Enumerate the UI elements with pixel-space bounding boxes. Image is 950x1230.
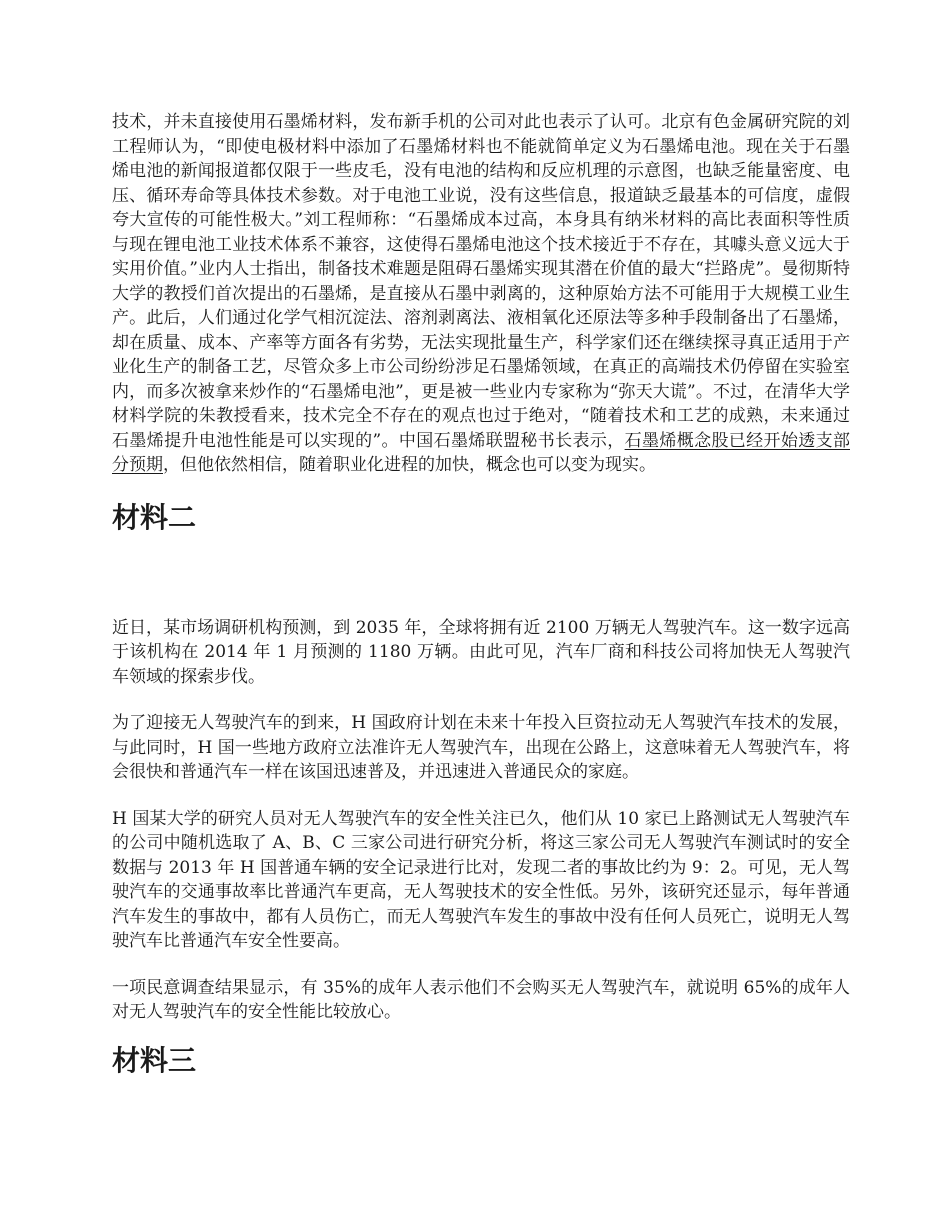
government-investment-paragraph: 为了迎接无人驾驶汽车的到来，H 国政府计划在未来十年投入巨资拉动无人驾驶汽车技术的发展，与此同时，H 国一些地方政府立法准许无人驾驶汽车，出现在公路上，这意味着无人驾驶汽车，将会很快和普通汽车一样在该国迅速普及，并迅速进入普通民众的家庭。 xyxy=(112,713,850,782)
section-heading-material-three: 材料三 xyxy=(112,1043,197,1077)
graphene-paragraph xyxy=(112,110,850,478)
graphene-paragraph-ending: ，但他依然相信，随着职业化进程的加快，概念也可以变为现实。 xyxy=(163,455,656,475)
document-page xyxy=(112,110,850,1081)
graphene-paragraph-text: 技术，并未直接使用石墨烯材料，发布新手机的公司对此也表示了认可。北京有色金属研究院的刘工程师认为，“即使电极材料中添加了石墨烯材料也不能就简单定义为石墨烯电池。现在关于石墨烯电池的新闻报道都仅限于一些皮毛，没有电池的结构和反应机理的示意图，也缺乏能量密度、电压、循环寿命等具体技术参数。对于电池工业说，没有这些信息，报道缺乏最基本的可信度，虚假夸大宣传的可能性极大。”刘工程师称：“石墨烯成本过高，本身具有纳米材料的高比表面积等性质与现在锂电池工业技术体系不兼容，这使得石墨烯电池这个技术接近于不存在，其噱头意义远大于实用价值。”业内人士指出，制备技术难题是阻碍石墨烯实现其潜在价值的最大“拦路虎”。曼彻斯特大学的教授们首次提出的石墨烯，是直接从石墨中剥离的，这种原始方法不可能用于大规模工业生产。此后，人们通过化学气相沉淀法、溶剂剥离法、液相氧化还原法等多种手段制备出了石墨烯，却在质量、成本、产率等方面各有劣势，无法实现批量生产，科学家们还在继续探寻真正适用于产业化生产的制备工艺，尽管众多上市公司纷纷涉足石墨烯领域，在真正的高端技术仍停留在实验室内，而多次被拿来炒作的“石墨烯电池”，更是被一些业内专家称为“弥天大谎”。不过，在清华大学材料学院的朱教授看来，技术完全不存在的观点也过于绝对，“随着技术和工艺的成熟，未来通过石墨烯提升电池性能是可以实现的”。中国石墨烯联盟秘书长表示， xyxy=(112,112,850,451)
driverless-forecast-paragraph: 近日，某市场调研机构预测，到 2035 年，全球将拥有近 2100 万辆无人驾驶汽车。这一数字远高于该机构在 2014 年 1 月预测的 1180 万辆。由此可见，汽车厂商和科技公司将加快无人驾驶汽车领域的探索步伐。 xyxy=(112,617,850,687)
underlined-phrase: 石墨烯概念股已经开始透支部分预期 xyxy=(112,430,850,475)
public-survey-paragraph: 一项民意调查结果显示，有 35%的成年人表示他们不会购买无人驾驶汽车，就说明 65%的成年人对无人驾驶汽车的安全性能比较放心。 xyxy=(112,977,850,1022)
section-heading-material-two: 材料二 xyxy=(112,500,197,534)
safety-research-paragraph: H 国某大学的研究人员对无人驾驶汽车的安全性关注已久，他们从 10 家已上路测试无人驾驶汽车的公司中随机选取了 A、B、C 三家公司进行研究分析，将这三家公司无人驾驶汽车测试时的安全数据与 2013 年 H 国普通车辆的安全记录进行比对，发现二者的事故比约为 9：2。可见，无人驾驶汽车的交通事故率比普通汽车更高，无人驾驶技术的安全性低。另外，该研究还显示，每年普通汽车发生的事故中，都有人员伤亡，而无人驾驶汽车发生的事故中没有任何人员死亡，说明无人驾驶汽车比普通汽车安全性要高。 xyxy=(112,808,850,951)
